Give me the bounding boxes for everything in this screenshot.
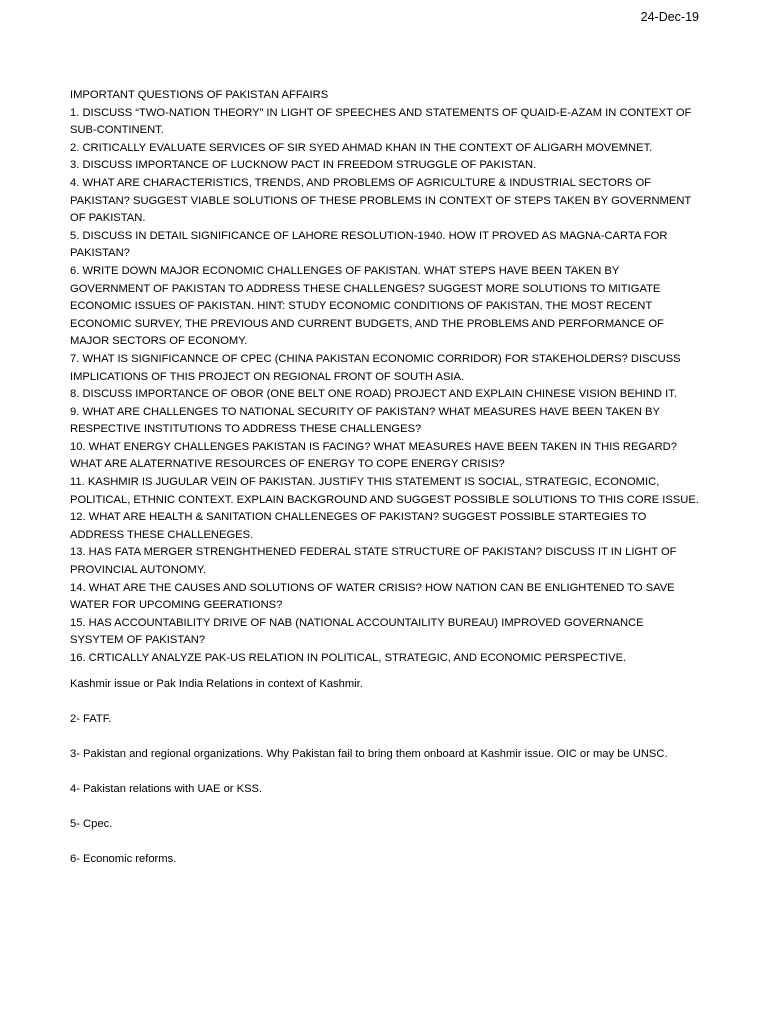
question-item: 9. WHAT ARE CHALLENGES TO NATIONAL SECURITY OF PAKISTAN? WHAT MEASURES HAVE BEEN TAKEN BY RESPECTIVE INSTITUTIONS TO ADDRESS THESE CHALLENGES? [70,405,660,436]
question-item: 14. WHAT ARE THE CAUSES AND SOLUTIONS OF WATER CRISIS? HOW NATION CAN BE ENLIGHTENED TO SAVE WATER FOR UPCOMING GEERATIONS? [70,581,675,612]
question-item: 2. CRITICALLY EVALUATE SERVICES OF SIR SYED AHMAD KHAN IN THE CONTEXT OF ALIGARH MOVEMNET. [70,141,653,154]
question-item: 12. WHAT ARE HEALTH & SANITATION CHALLENEGES OF PAKISTAN? SUGGEST POSSIBLE STARTEGIES TO ADDRESS THESE CHALLENEGES. [70,511,647,541]
note-item: Kashmir issue or Pak India Relations in context of Kashmir. [70,677,363,690]
question-item: 8. DISCUSS IMPORTANCE OF OBOR (ONE BELT ONE ROAD) PROJECT AND EXPLAIN CHINESE VISION BEHIND IT. [70,388,677,401]
document-heading: IMPORTANT QUESTIONS OF PAKISTAN AFFAIRS [70,89,329,101]
note-item: 2- FATF. [70,712,112,725]
question-item: 7. WHAT IS SIGNIFICANNCE OF CPEC (CHINA PAKISTAN ECONOMIC CORRIDOR) FOR STAKEHOLDERS? DISCUSS IMPLICATIONS OF THIS PROJECT ON REGIONAL FRONT OF SOUTH ASIA. [70,352,681,383]
notes-section [70,676,700,869]
note-item: 3- Pakistan and regional organizations. Why Pakistan fail to bring them onboard at Kashmir issue. OIC or may be UNSC. [70,747,668,760]
question-item: 5. DISCUSS IN DETAIL SIGNIFICANCE OF LAHORE RESOLUTION-1940. HOW IT PROVED AS MAGNA-CARTA FOR PAKISTAN? [70,229,668,260]
question-item: 6. WRITE DOWN MAJOR ECONOMIC CHALLENGES OF PAKISTAN. WHAT STEPS HAVE BEEN TAKEN BY GOVERNMENT OF PAKISTAN TO ADDRESS THESE CHALLENGES? SUGGEST MORE SOLUTIONS TO MITIGATE ECONOMIC ISSUES OF PAKISTAN. HINT: STUDY ECONOMIC CONDITIONS OF PAKISTAN, THE MOST RECENT ECONOMIC SURVEY, THE PREVIOUS AND CURRENT BUDGETS, AND THE PROBLEMS AND PERFORMANCE OF MAJOR SECTORS OF ECONOMY. [70,264,664,348]
question-item: 3. DISCUSS IMPORTANCE OF LUCKNOW PACT IN FREEDOM STRUGGLE OF PAKISTAN. [70,159,537,172]
document-date: 24-Dec-19 [640,10,699,24]
question-item: 10. WHAT ENERGY CHALLENGES PAKISTAN IS FACING? WHAT MEASURES HAVE BEEN TAKEN IN THIS REGARD? WHAT ARE ALATERNATIVE RESOURCES OF ENERGY TO COPE ENERGY CRISIS? [70,440,677,471]
question-list [70,105,700,668]
note-item: 4- Pakistan relations with UAE or KSS. [70,782,263,795]
question-item: 16. CRTICALLY ANALYZE PAK-US RELATION IN POLITICAL, STRATEGIC, AND ECONOMIC PERSPECTIVE. [70,652,627,664]
question-item: 1. DISCUSS “TWO-NATION THEORY” IN LIGHT OF SPEECHES AND STATEMENTS OF QUAID-E-AZAM IN CONTEXT OF SUB-CONTINENT. [70,106,692,137]
note-item: 5- Cpec. [70,817,113,830]
question-item: 13. HAS FATA MERGER STRENGHTHENED FEDERAL STATE STRUCTURE OF PAKISTAN? DISCUSS IT IN LIGHT OF PROVINCIAL AUTONOMY. [70,546,677,577]
question-item: 15. HAS ACCOUNTABILITY DRIVE OF NAB (NATIONAL ACCOUNTAILITY BUREAU) IMPROVED GOVERNANCE SYSYTEM OF PAKISTAN? [70,616,644,647]
note-item: 6- Economic reforms. [70,852,177,865]
document-body [70,87,700,886]
question-item: 11. KASHMIR IS JUGULAR VEIN OF PAKISTAN. JUSTIFY THIS STATEMENT IS SOCIAL, STRATEGIC, ECONOMIC, POLITICAL, ETHNIC CONTEXT. EXPLAIN BACKGROUND AND SUGGEST POSSIBLE SOLUTIONS TO THIS CORE ISSUE. [70,476,699,506]
question-item: 4. WHAT ARE CHARACTERISTICS, TRENDS, AND PROBLEMS OF AGRICULTURE & INDUSTRIAL SECTORS OF PAKISTAN? SUGGEST VIABLE SOLUTIONS OF THESE PROBLEMS IN CONTEXT OF STEPS TAKEN BY GOVERNMENT OF PAKISTAN. [70,176,692,225]
